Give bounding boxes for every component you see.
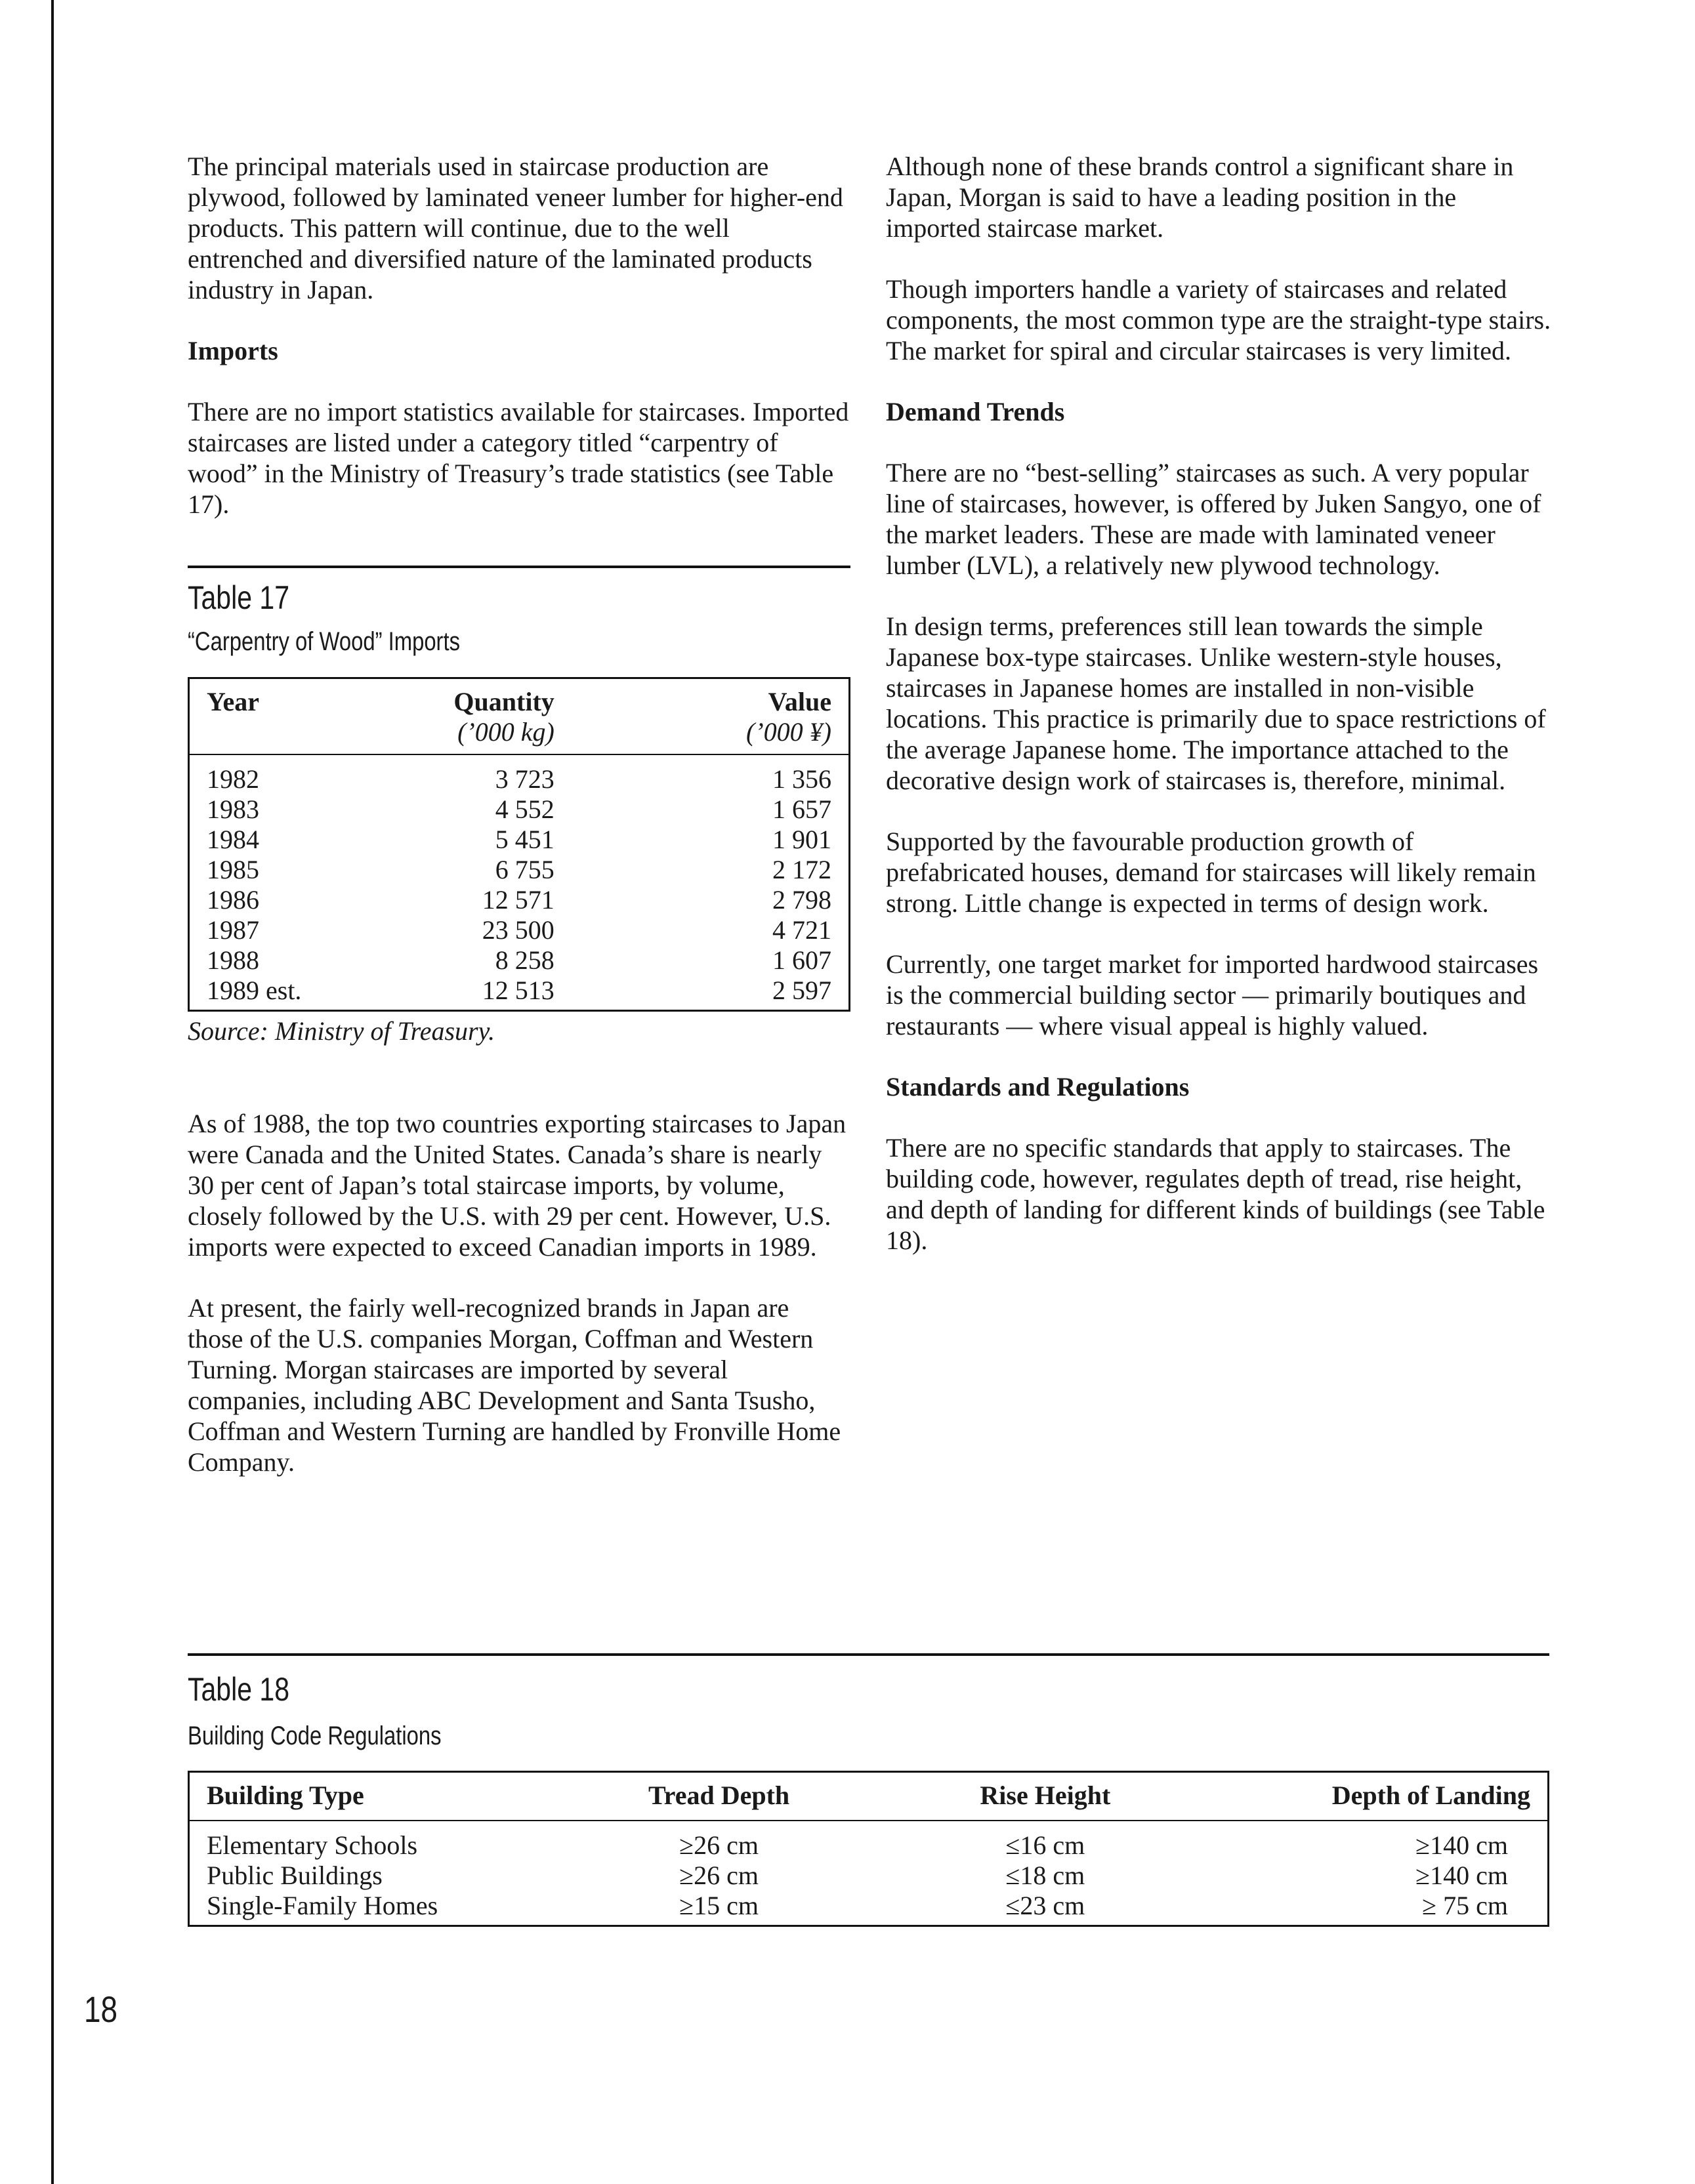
table-row	[189, 855, 850, 885]
left-column	[188, 151, 850, 1508]
cell-year: 1984	[207, 825, 259, 854]
table-row	[189, 794, 850, 825]
unit-year	[189, 717, 359, 754]
paragraph: There are no import statistics available for staircases. Imported staircases are listed under a category titled “carpentry of wood” in the Ministry of Treasury’s trade statistics (see Table 17).	[188, 397, 849, 519]
cell-rise-height: ≤23 cm	[1005, 1891, 1085, 1920]
column-header-depth-of-landing: Depth of Landing	[1331, 1781, 1530, 1810]
table17	[188, 677, 850, 1012]
table18	[188, 1771, 1549, 1927]
table-row	[189, 1821, 1549, 1861]
cell-year: 1983	[207, 794, 259, 824]
cell-year: 1985	[207, 855, 259, 884]
cell-year: 1989 est.	[207, 976, 302, 1005]
cell-quantity: 6 755	[495, 855, 555, 884]
column-header-rise-height: Rise Height	[980, 1781, 1111, 1810]
table-row	[189, 1861, 1549, 1891]
table17-block	[188, 566, 850, 1046]
paragraph: Although none of these brands control a significant share in Japan, Morgan is said to have a leading position in the imported staircase market.	[886, 152, 1514, 243]
cell-value: 1 607	[772, 945, 831, 975]
cell-quantity: 23 500	[482, 915, 555, 945]
page-binding-edge	[51, 0, 54, 2184]
table-row	[189, 1891, 1549, 1926]
cell-value: 4 721	[772, 915, 831, 945]
cell-value: 2 172	[772, 855, 831, 884]
cell-building-type: Elementary Schools	[207, 1830, 418, 1860]
table17-title: Table 17	[188, 579, 290, 616]
table-rule	[188, 566, 850, 568]
right-column	[886, 151, 1555, 1286]
paragraph: There are no “best-selling” staircases as such. A very popular line of staircases, however, is offered by Juken Sangyo, one of the market leaders. These are made with laminated veneer lumber (LVL), a relatively new plywood technology.	[886, 458, 1541, 580]
cell-rise-height: ≤18 cm	[1005, 1861, 1085, 1890]
cell-tread-depth: ≥15 cm	[679, 1891, 759, 1920]
paragraph: In design terms, preferences still lean towards the simple Japanese box-type staircases. Unlike western-style houses, staircases in Japanese homes are installed in non-visible locations. This practice is primarily due to space restrictions of the average Japanese home. The importance attached to the decorative design work of staircases is, therefore, minimal.	[886, 611, 1546, 795]
paragraph: There are no specific standards that apply to staircases. The building code, however, regulates depth of tread, rise height, and depth of landing for different kinds of buildings (see Table 18).	[886, 1133, 1545, 1255]
table-row	[189, 976, 850, 1011]
cell-year: 1982	[207, 764, 259, 794]
cell-value: 2 798	[772, 885, 831, 915]
table-rule	[188, 1653, 1549, 1656]
paragraph: As of 1988, the top two countries exporting staircases to Japan were Canada and the United States. Canada’s share is nearly 30 per cent of Japan’s total staircase imports, by volume, closely followed by the U.S. with 29 per cent. However, U.S. imports were expected to exceed Canadian imports in 1989.	[188, 1109, 847, 1262]
cell-depth-of-landing: ≥140 cm	[1415, 1830, 1508, 1860]
table17-source: Source: Ministry of Treasury.	[188, 1016, 495, 1046]
cell-value: 1 901	[772, 825, 831, 854]
page-number: 18	[84, 1988, 118, 2030]
cell-value: 1 356	[772, 764, 831, 794]
cell-building-type: Public Buildings	[207, 1861, 383, 1890]
cell-value: 2 597	[772, 976, 831, 1005]
column-header-year: Year	[207, 687, 259, 716]
cell-tread-depth: ≥26 cm	[679, 1830, 759, 1860]
paragraph: At present, the fairly well-recognized brands in Japan are those of the U.S. companies Morgan, Coffman and Western Turning. Morgan staircases are imported by several companies, including ABC Development and Santa Tsusho, Coffman and Western Turning are handled by Fronville Home Company.	[188, 1293, 841, 1477]
cell-quantity: 5 451	[495, 825, 555, 854]
section-heading-imports: Imports	[188, 336, 278, 365]
paragraph: Though importers handle a variety of staircases and related components, the most common type are the straight-type stairs. The market for spiral and circular staircases is very limited.	[886, 274, 1551, 365]
table18-subtitle: Building Code Regulations	[188, 1721, 442, 1750]
section-heading-demand-trends: Demand Trends	[886, 397, 1065, 426]
unit-quantity: (’000 kg)	[457, 717, 555, 747]
paragraph: Currently, one target market for imported hardwood staircases is the commercial building sector — primarily boutiques and restaurants — where visual appeal is highly valued.	[886, 949, 1539, 1040]
table18-title: Table 18	[188, 1671, 290, 1708]
paragraph: The principal materials used in staircase production are plywood, followed by laminated veneer lumber for higher-end products. This pattern will continue, due to the well entrenched and diversified nature of the laminated products industry in Japan.	[188, 152, 843, 304]
cell-rise-height: ≤16 cm	[1005, 1830, 1085, 1860]
column-header-value: Value	[768, 687, 831, 716]
table-row	[189, 885, 850, 915]
column-header-quantity: Quantity	[453, 687, 555, 716]
cell-depth-of-landing: ≥ 75 cm	[1422, 1891, 1508, 1920]
cell-quantity: 3 723	[495, 764, 555, 794]
table-row	[189, 825, 850, 855]
cell-year: 1987	[207, 915, 259, 945]
column-header-building-type: Building Type	[207, 1781, 364, 1810]
table-row	[189, 754, 850, 794]
cell-year: 1986	[207, 885, 259, 915]
cell-building-type: Single-Family Homes	[207, 1891, 438, 1920]
section-heading-standards: Standards and Regulations	[886, 1072, 1190, 1102]
table-row	[189, 915, 850, 945]
cell-quantity: 12 513	[482, 976, 555, 1005]
cell-value: 1 657	[772, 794, 831, 824]
unit-value: (’000 ¥)	[746, 717, 831, 747]
table-row	[189, 945, 850, 976]
paragraph: Supported by the favourable production growth of prefabricated houses, demand for staircases will likely remain strong. Little change is expected in terms of design work.	[886, 827, 1536, 918]
cell-quantity: 12 571	[482, 885, 555, 915]
cell-year: 1988	[207, 945, 259, 975]
cell-quantity: 4 552	[495, 794, 555, 824]
cell-tread-depth: ≥26 cm	[679, 1861, 759, 1890]
cell-quantity: 8 258	[495, 945, 555, 975]
cell-depth-of-landing: ≥140 cm	[1415, 1861, 1508, 1890]
table18-block	[188, 1653, 1549, 1927]
table17-subtitle: “Carpentry of Wood” Imports	[188, 627, 460, 656]
column-header-tread-depth: Tread Depth	[648, 1781, 790, 1810]
